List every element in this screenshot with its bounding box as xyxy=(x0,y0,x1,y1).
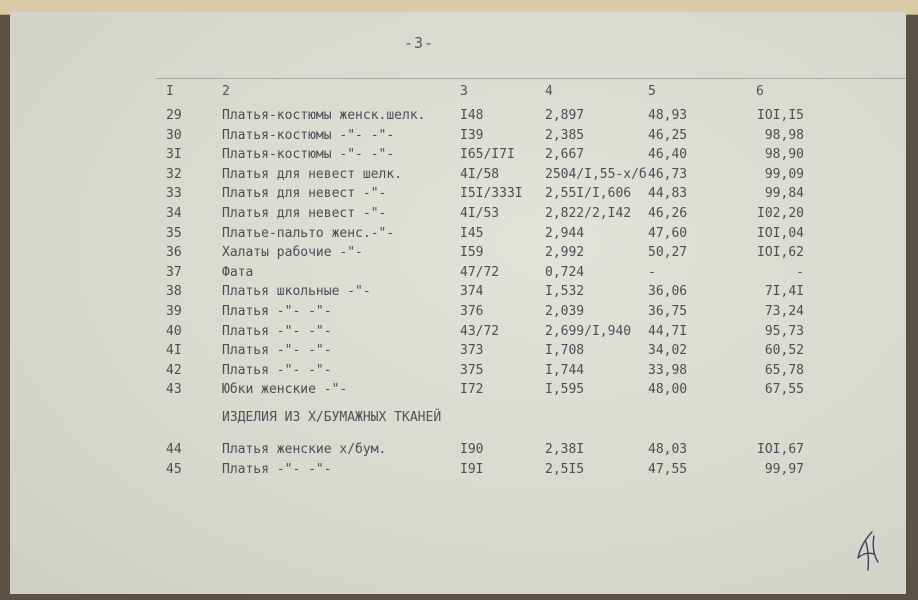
col-3-value: 43/72 xyxy=(460,323,500,339)
item-name: Платья для невест шелк. xyxy=(222,166,403,182)
col-3-value: 375 xyxy=(460,362,484,378)
row-number: 43 xyxy=(166,382,182,398)
table-row xyxy=(0,462,918,482)
row-number: 39 xyxy=(166,304,182,319)
col-4-value: 2,5I5 xyxy=(545,461,585,477)
table-header xyxy=(0,84,918,104)
table-row xyxy=(0,382,918,402)
header-col-1: I xyxy=(166,84,174,99)
row-number: 33 xyxy=(166,186,182,202)
col-4-value: 2,55I/I,606 xyxy=(545,186,632,202)
col-3-value: I59 xyxy=(460,245,484,261)
header-col-3: 3 xyxy=(460,84,468,99)
col-3-value: I39 xyxy=(460,127,484,143)
table-row xyxy=(0,442,918,462)
table-row xyxy=(0,128,918,148)
col-5-value: 34,02 xyxy=(648,343,688,359)
col-4-value: 0,724 xyxy=(545,264,585,280)
row-number: 30 xyxy=(166,127,182,143)
col-4-value: 2,667 xyxy=(545,147,585,163)
col-5-value: 36,75 xyxy=(648,304,688,319)
col-3-value: I90 xyxy=(460,442,484,457)
item-name: Платья -"- -"- xyxy=(222,304,332,319)
table-row xyxy=(0,304,918,324)
col-6-value: IOI,04 xyxy=(757,225,804,241)
table-row xyxy=(0,284,918,304)
col-4-value: I,595 xyxy=(545,382,585,398)
table-row xyxy=(0,324,918,344)
row-number: 38 xyxy=(166,284,182,300)
col-3-value: 374 xyxy=(460,284,484,300)
col-5-value: 47,60 xyxy=(648,225,688,241)
col-4-value: 2,38I xyxy=(545,442,585,457)
item-name: Платье-пальто женс.-"- xyxy=(222,225,395,241)
page-number: -3- xyxy=(404,34,435,52)
col-6-value: 65,78 xyxy=(764,362,804,378)
col-4-value: 2,992 xyxy=(545,245,585,261)
col-3-value: I65/I7I xyxy=(460,147,515,163)
col-6-value: 99,09 xyxy=(764,166,804,182)
col-5-value: 48,00 xyxy=(648,382,688,398)
col-5-value: 50,27 xyxy=(648,245,688,261)
col-5-value: 46,25 xyxy=(648,127,688,143)
col-3-value: 373 xyxy=(460,343,484,359)
row-number: 36 xyxy=(166,245,182,261)
col-4-value: 2,385 xyxy=(545,127,585,143)
section-title: ИЗДЕЛИЯ ИЗ Х/БУМАЖНЫХ ТКАНЕЙ xyxy=(222,410,442,425)
col-5-value: 36,06 xyxy=(648,284,688,300)
header-col-4: 4 xyxy=(545,84,553,99)
col-3-value: I9I xyxy=(460,461,484,477)
table-row xyxy=(0,108,918,128)
row-number: 32 xyxy=(166,166,182,182)
row-number: 34 xyxy=(166,206,182,221)
item-name: Платья для невест -"- xyxy=(222,206,387,221)
item-name: Платья -"- -"- xyxy=(222,461,332,477)
col-6-value: 73,24 xyxy=(764,304,804,319)
col-4-value: I,744 xyxy=(545,362,585,378)
row-number: 35 xyxy=(166,225,182,241)
col-6-value: IOI,62 xyxy=(757,245,804,261)
row-number: 45 xyxy=(166,461,182,477)
col-5-value: 44,7I xyxy=(648,323,688,339)
col-4-value: 2504/I,55-х/б xyxy=(545,166,647,182)
item-name: Платья -"- -"- xyxy=(222,362,332,378)
col-5-value: 48,93 xyxy=(648,108,688,123)
header-col-5: 5 xyxy=(648,84,656,99)
item-name: Платья школьные -"- xyxy=(222,284,371,300)
col-4-value: 2,822/2,I42 xyxy=(545,206,632,221)
item-name: Халаты рабочие -"- xyxy=(222,245,363,261)
table-row xyxy=(0,147,918,167)
col-4-value: I,532 xyxy=(545,284,585,300)
header-col-2: 2 xyxy=(222,84,230,99)
col-6-value: 98,98 xyxy=(764,127,804,143)
table-row xyxy=(0,186,918,206)
item-name: Фата xyxy=(222,264,254,280)
table-row xyxy=(0,226,918,246)
table-row xyxy=(0,343,918,363)
header-col-6: 6 xyxy=(756,84,764,99)
table-row xyxy=(0,265,918,285)
col-6-value: 99,84 xyxy=(764,186,804,202)
col-6-value: I02,20 xyxy=(757,206,804,221)
item-name: Платья -"- -"- xyxy=(222,323,332,339)
handwritten-page-mark xyxy=(852,528,880,572)
col-3-value: I45 xyxy=(460,225,484,241)
table-row xyxy=(0,363,918,383)
col-4-value: 2,039 xyxy=(545,304,585,319)
item-name: Платья-костюмы -"- -"- xyxy=(222,147,395,163)
col-5-value: - xyxy=(648,264,656,280)
col-6-value: 95,73 xyxy=(764,323,804,339)
col-6-value: 7I,4I xyxy=(764,284,804,300)
row-number: 37 xyxy=(166,264,182,280)
col-3-value: I72 xyxy=(460,382,484,398)
row-number: 40 xyxy=(166,323,182,339)
col-5-value: 44,83 xyxy=(648,186,688,202)
col-4-value: 2,897 xyxy=(545,108,585,123)
col-5-value: 46,26 xyxy=(648,206,688,221)
item-name: Юбки женские -"- xyxy=(222,382,348,398)
col-6-value: 98,90 xyxy=(764,147,804,163)
col-6-value: 99,97 xyxy=(764,461,804,477)
col-3-value: I48 xyxy=(460,108,484,123)
row-number: 4I xyxy=(166,343,182,359)
table-row xyxy=(0,167,918,187)
col-5-value: 46,73 xyxy=(648,166,688,182)
row-number: 3I xyxy=(166,147,182,163)
col-6-value: - xyxy=(796,264,804,280)
table-row xyxy=(0,206,918,226)
col-3-value: I5I/333I xyxy=(460,186,523,202)
col-6-value: IOI,I5 xyxy=(757,108,804,123)
col-4-value: 2,944 xyxy=(545,225,585,241)
col-3-value: 4I/53 xyxy=(460,206,500,221)
col-5-value: 33,98 xyxy=(648,362,688,378)
col-4-value: I,708 xyxy=(545,343,585,359)
table-row xyxy=(0,245,918,265)
col-6-value: IOI,67 xyxy=(757,442,804,457)
col-5-value: 48,03 xyxy=(648,442,688,457)
col-3-value: 376 xyxy=(460,304,484,319)
header-divider xyxy=(156,78,906,79)
col-5-value: 46,40 xyxy=(648,147,688,163)
col-6-value: 67,55 xyxy=(764,382,804,398)
item-name: Платья -"- -"- xyxy=(222,343,332,359)
item-name: Платья-костюмы -"- -"- xyxy=(222,127,395,143)
col-4-value: 2,699/I,940 xyxy=(545,323,632,339)
item-name: Платья-костюмы женск.шелк. xyxy=(222,108,426,123)
col-5-value: 47,55 xyxy=(648,461,688,477)
item-name: Платья женские х/бум. xyxy=(222,442,387,457)
row-number: 44 xyxy=(166,442,182,457)
col-6-value: 60,52 xyxy=(764,343,804,359)
row-number: 29 xyxy=(166,108,182,123)
item-name: Платья для невест -"- xyxy=(222,186,387,202)
col-3-value: 47/72 xyxy=(460,264,500,280)
col-3-value: 4I/58 xyxy=(460,166,500,182)
row-number: 42 xyxy=(166,362,182,378)
